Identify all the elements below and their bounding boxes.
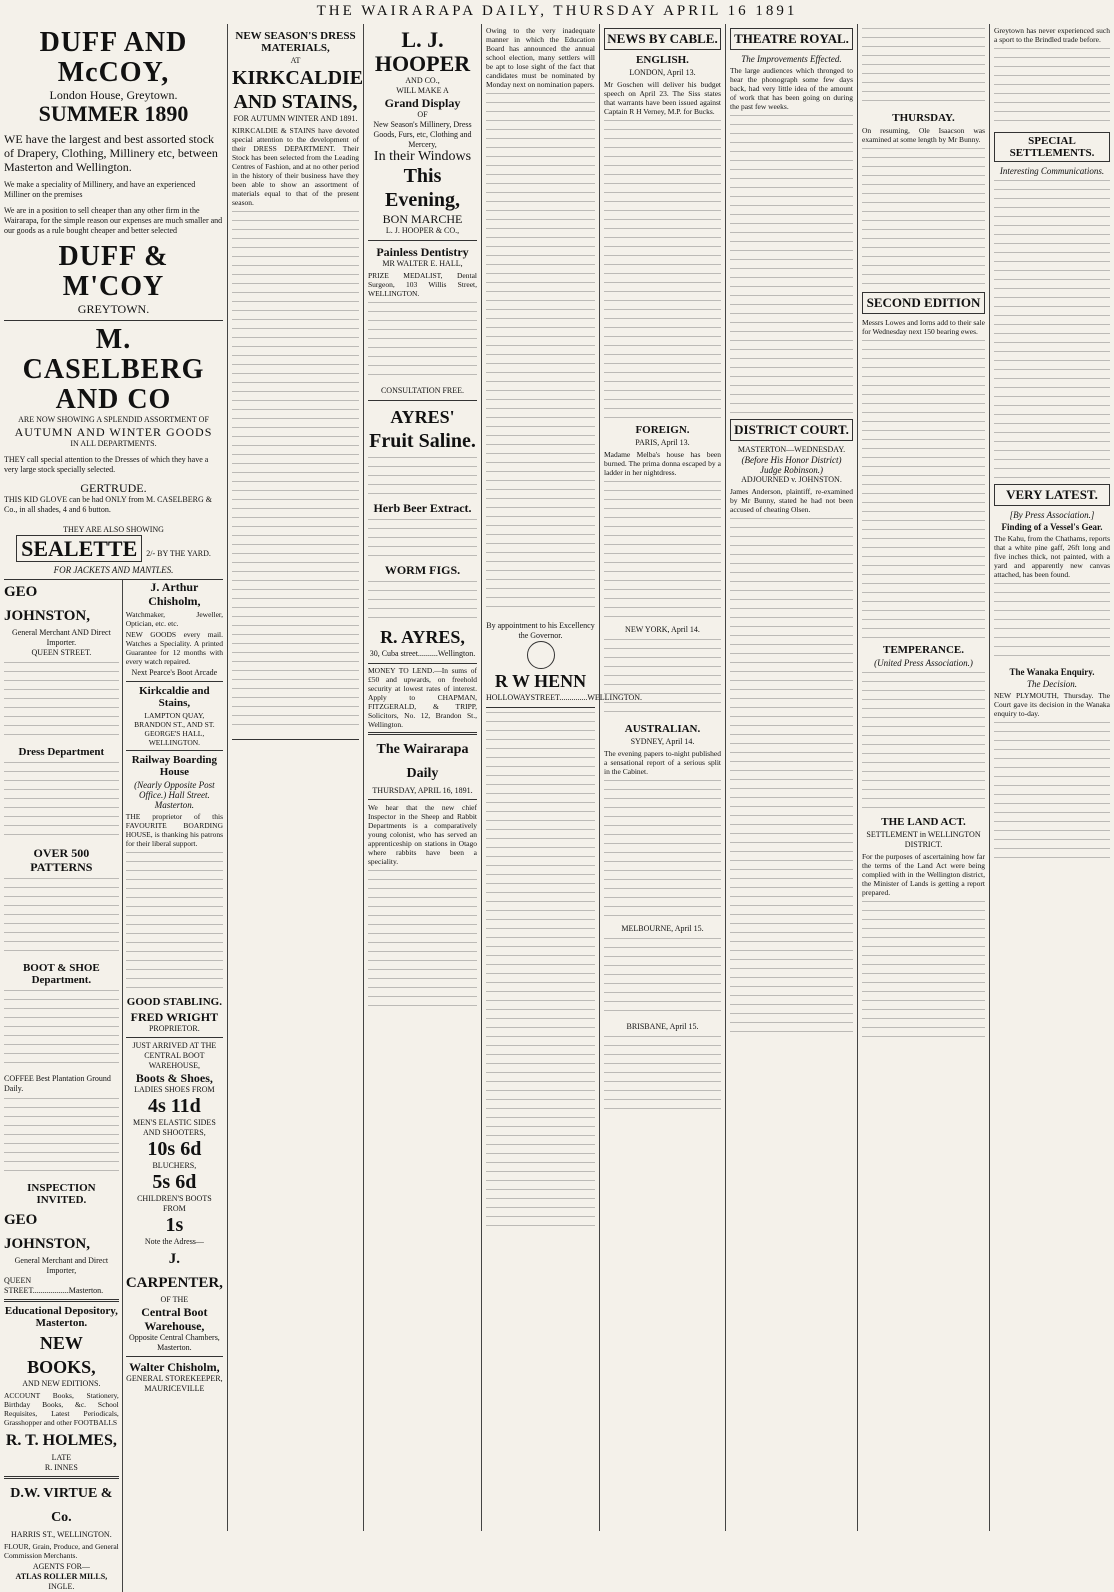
latest-sub: [By Press Association.] (1009, 510, 1095, 520)
thursday-text-block (862, 148, 985, 288)
editorial-text-block (368, 870, 477, 1010)
special-text-block (994, 180, 1110, 480)
caselberg-ad (4, 321, 223, 580)
hooper-items: New Season's Millinery, Dress Goods, Furs, etc, Clothing and Mercery, (373, 120, 472, 149)
special-settlements: SPECIAL SETTLEMENTS. (994, 132, 1110, 162)
gertrude-heading: GERTRUDE. (80, 481, 147, 495)
price-ladies: 4s 11d (147, 1095, 201, 1117)
bris-text-block (604, 1036, 721, 1116)
royal-arms-icon (527, 641, 555, 669)
theatre-body: The large audiences which thronged to hear the phonograph some few days back, had very little idea of the amount of work that has been going on during the past few weeks. (730, 66, 853, 111)
col4-text-block (486, 93, 595, 613)
second-text-block (862, 340, 985, 640)
worm-text-block (368, 581, 477, 621)
col4-text-block-2 (486, 712, 595, 1232)
over-patterns: OVER 500 PATTERNS (30, 846, 93, 874)
mens-sides: MEN'S ELASTIC SIDES AND SHOOTERS, (132, 1118, 216, 1137)
ny-dateline: NEW YORK, April 14. (625, 625, 700, 634)
patterns-text-block (4, 878, 119, 958)
geo-name: GEO JOHNSTON, (4, 584, 90, 624)
fruit-saline: Fruit Saline. (369, 430, 476, 452)
district-court: DISTRICT COURT. (730, 419, 853, 441)
railway-body: THE proprietor of this FAVOURITE BOARDING HOUSE, is thanking his patrons for their liberal support. (125, 812, 223, 848)
very-latest: VERY LATEST. (994, 484, 1110, 506)
herb-text-block (368, 519, 477, 559)
court-case: ADJOURNED v. JOHNSTON. (741, 475, 842, 484)
caselberg-sub: ARE NOW SHOWING A SPLENDID ASSORTMENT OF (18, 415, 209, 424)
boot-text-block (4, 990, 119, 1070)
london-dateline: LONDON, April 13. (629, 68, 696, 77)
court-sub: MASTERTON—WEDNESDAY. (737, 445, 846, 454)
duff-town: GREYTOWN. (77, 302, 150, 316)
geo-role: General Merchant AND Direct Importer. (11, 628, 111, 647)
kirk-branch-addr: LAMPTON QUAY, BRANDON ST., AND ST. GEORGE'S HALL, WELLINGTON. (134, 711, 215, 747)
kirk-heading: NEW SEASON'S DRESS MATERIALS, (235, 30, 356, 54)
carpenter-address: Opposite Central Chambers, Masterton. (128, 1333, 220, 1352)
fruit-text-block (368, 457, 477, 497)
foreign-text-block (604, 481, 721, 621)
edu-dep: Educational Depository, Masterton. (4, 1305, 118, 1329)
consult: CONSULTATION FREE. (380, 386, 465, 395)
innes-name: R. INNES (44, 1463, 78, 1472)
geo-text-block (4, 662, 119, 742)
land-act-heading: THE LAND ACT. (881, 816, 966, 828)
money-to-lend: MONEY TO LEND.—In sums of £50 and upwards, on freehold security at lowest rates of interest. Apply to CHAPMAN, FITZGERALD, & TRIPP, Solicitors, No. 12, Brandon St., Wellington. (368, 666, 477, 729)
land-act-sub: SETTLEMENT in WELLINGTON DISTRICT. (866, 830, 981, 849)
walter-chisholm: Walter Chisholm, (129, 1360, 220, 1374)
central-warehouse: Central Boot Warehouse, (141, 1305, 208, 1333)
herb-beer: Herb Beer Extract. (373, 501, 472, 515)
col1-lower (4, 580, 223, 1592)
painless: Painless Dentistry (376, 245, 469, 259)
hall-ad (368, 241, 477, 401)
melb-text-block (604, 938, 721, 1018)
temperance-heading: TEMPERANCE. (883, 644, 964, 656)
column-5 (600, 24, 726, 1531)
sydney-dateline: SYDNEY, April 14. (630, 737, 695, 746)
geo-name-2: GEO JOHNSTON, (4, 1212, 90, 1252)
bluchers: BLUCHERS, (152, 1161, 197, 1170)
paper-title: The Wairarapa Daily (376, 742, 469, 781)
railway-text-block (126, 852, 223, 992)
col7-top-text (862, 28, 985, 108)
col8-top-text (994, 48, 1110, 128)
ayres-address: 30, Cuba street..........Wellington. (369, 649, 476, 658)
english-heading: ENGLISH. (636, 54, 689, 66)
finding-text-block (994, 583, 1110, 663)
hooper-name: L. J. HOOPER (374, 27, 471, 76)
caselberg-line: AUTUMN AND WINTER GOODS (14, 425, 213, 439)
geo-role-2: General Merchant and Direct Importer, (14, 1256, 109, 1275)
new-books: NEW BOOKS, (27, 1333, 96, 1377)
chisholm-role: Watchmaker, Jeweller, Optician, etc. etc. (125, 610, 223, 628)
worm-figs: WORM FIGS. (384, 563, 461, 577)
virtue-body: FLOUR, Grain, Produce, and General Commission Merchants. (4, 1542, 119, 1560)
finding-body: The Kahu, from the Chathams, reports that a white pine gaff, 26ft long and five inches thick, not painted, with a yard and apparently new canvas attached, has been found. (994, 534, 1110, 579)
second-edition: SECOND EDITION (862, 292, 985, 314)
column-8 (990, 24, 1114, 1531)
inspection-invited: INSPECTION INVITED. (27, 1182, 96, 1206)
sealette-pre: THEY ARE ALSO SHOWING (63, 525, 164, 534)
cable-body-2: Madame Melba's house has been burned. The prima donna escaped by a ladder in her nightdress. (604, 450, 721, 477)
coffee-text-block (4, 1098, 119, 1178)
duff-body-2: We make a speciality of Millinery, and have an experienced Milliner on the premises (4, 180, 196, 199)
duff-body: WE have the largest and best assorted stock of Drapery, Clothing, Millinery etc, between Masterton and Wellington. (4, 132, 218, 174)
duff-address: London House, Greytown. (49, 88, 178, 102)
theatre-sub: The Improvements Effected. (741, 54, 842, 64)
caselberg-depts: IN ALL DEPARTMENTS. (70, 439, 157, 448)
paper-date: THURSDAY, APRIL 16, 1891. (372, 786, 473, 795)
kirk-branch: Kirkcaldie and Stains, (139, 685, 210, 709)
wright-role: PROPRIETOR. (148, 1024, 200, 1033)
children-from: CHILDREN'S BOOTS FROM (137, 1194, 212, 1213)
duff-mccoy-ad (4, 24, 223, 321)
wright: FRED WRIGHT (130, 1010, 219, 1024)
dress-dept: Dress Department (18, 746, 105, 758)
hooper-co: AND CO., (405, 76, 440, 85)
geo-street-2: QUEEN STREET..................Masterton. (4, 1276, 104, 1295)
virtue-addr: HARRIS ST., WELLINGTON. (11, 1530, 112, 1539)
hall-text-block (368, 302, 477, 382)
ladies-from: LADIES SHOES FROM (134, 1085, 215, 1094)
boots-shoes: Boots & Shoes, (135, 1071, 213, 1085)
second-body: Messrs Lowes and Iorns add to their sale for Wednesday next 150 bearing ewes. (862, 318, 985, 336)
edu-body: ACCOUNT Books, Stationery, Birthday Books, &c. School Requisites, Latest Periodicals, Grasshopper and other FOOTBALLS (4, 1391, 119, 1427)
col4-body: Owing to the very inadequate manner in which the Education Board has announced the annual school election, many settlers will be apt to lose sight of the fact that candidates must be nominated by Monday next on nomination papers. (486, 26, 595, 89)
chisholm-ad (123, 580, 223, 1592)
duff-signature: DUFF & M'COY (58, 241, 169, 302)
temperance-text-block (862, 672, 985, 812)
column-2 (228, 24, 364, 1531)
theatre-royal: THEATRE ROYAL. (730, 28, 853, 50)
temperance-sub: (United Press Association.) (874, 658, 973, 668)
sealette-note: FOR JACKETS AND MANTLES. (53, 565, 174, 575)
duff-season: SUMMER 1890 (38, 101, 189, 126)
boot-dept: BOOT & SHOE Department. (22, 962, 100, 986)
chisholm-address: Next Pearce's Boot Arcade (131, 668, 218, 677)
special-sub: Interesting Communications. (999, 166, 1105, 176)
dress-text-block (4, 762, 119, 842)
hooper-will: WILL MAKE A (396, 86, 449, 95)
decision-heading: The Decision. (1027, 679, 1077, 689)
duff-body-3: We are in a position to sell cheaper than any other firm in the Wairarapa, for the simple reason our expenses are much smaller and our goods as a rule bought cheaper and better selected (4, 206, 223, 235)
kirk-text-block (232, 211, 359, 731)
paris-dateline: PARIS, April 13. (635, 438, 690, 447)
stabling: GOOD STABLING. (126, 996, 222, 1008)
column-7 (858, 24, 990, 1531)
sealette-post: 2/- BY THE YARD. (146, 549, 211, 558)
editorial: We hear that the new chief Inspector in the Sheep and Rabbit Departments is a comparatively young colonist, who has served an apprenticeship on stations in Otago where rabbits have been a speciality. (368, 803, 477, 866)
cable-body-1: Mr Goschen will deliver his budget speech on April 23. The Siss states that warrants have been issued against Captain R H Verney, M.P. for Bucks. (604, 80, 721, 116)
ayres-name: R. AYRES, (380, 627, 465, 647)
atlas-mills: ATLAS ROLLER MILLS, (15, 1572, 108, 1581)
this-evening: This Evening, (384, 165, 461, 211)
bon-marche: BON MARCHE (382, 212, 463, 226)
coffee-line: COFFEE Best Plantation Ground Daily. (4, 1074, 111, 1093)
brisbane-dateline: BRISBANE, April 15. (626, 1022, 699, 1031)
thursday-heading: THURSDAY. (892, 112, 955, 124)
price-children: 1s (165, 1214, 184, 1236)
hooper-ad (368, 24, 477, 241)
virtue: D.W. VIRTUE & Co. (10, 1486, 113, 1525)
aus-text-block (604, 780, 721, 920)
column-3 (364, 24, 482, 1531)
column-4 (482, 24, 643, 1531)
kirkcaldie-ad (232, 24, 364, 740)
price-mens: 10s 6d (147, 1138, 202, 1160)
just-arrived: JUST ARRIVED AT THE CENTRAL BOOT WAREHOUSE, (132, 1041, 217, 1070)
col8-body-1: Greytown has never experienced such a sport to the Brindled trade before. (994, 26, 1110, 44)
duff-name: DUFF AND McCOY, (39, 27, 188, 88)
kirk-sub: FOR AUTUMN WINTER AND 1891. (233, 114, 358, 123)
gertrude-body: THIS KID GLOVE can be had ONLY from M. CASELBERG & Co., in all shades, 4 and 6 button. (4, 495, 212, 514)
new-editions: AND NEW EDITIONS. (22, 1379, 101, 1388)
cable-text-block (604, 120, 721, 420)
virtue-agent: AGENTS FOR— (32, 1562, 90, 1571)
land-body: For the purposes of ascertaining how far the terms of the Land Act were being complied with in the Wellington district, the Minister of Lands is getting a report prepared. (862, 852, 985, 897)
holmes-late: LATE (51, 1453, 72, 1462)
melbourne-dateline: MELBOURNE, April 15. (621, 924, 704, 933)
ayres-ad (368, 401, 477, 664)
carpenter: J. CARPENTER, (125, 1251, 223, 1291)
ayres-heading: AYRES' (390, 407, 455, 427)
ny-text-block (604, 639, 721, 719)
hooper-sig: L. J. HOOPER & CO., (385, 226, 460, 235)
foreign-heading: FOREIGN. (635, 424, 690, 436)
price-bluchers: 5s 6d (152, 1171, 197, 1193)
grand-of: OF (417, 110, 428, 119)
wanaka-heading: The Wanaka Enquiry. (1009, 667, 1095, 677)
land-text-block (862, 901, 985, 1041)
court-text-block (730, 518, 853, 1038)
australian-heading: AUSTRALIAN. (624, 723, 701, 735)
column-6 (726, 24, 858, 1531)
masthead: THE WAIRARAPA DAILY, THURSDAY APRIL 16 1891 (316, 3, 798, 19)
caselberg-body: THEY call special attention to the Dresses of which they have a very large stock specially selected. (4, 455, 209, 474)
atlas-town: INGLE. (48, 1582, 75, 1591)
walter-role: GENERAL STOREKEEPER, MAURICEVILLE (126, 1374, 223, 1393)
wanaka-body: NEW PLYMOUTH, Thursday. The Court gave its decision in the Wanaka enquiry to-day. (994, 691, 1110, 718)
court-judge: (Before His Honor District) Judge Robinson.) (741, 455, 842, 475)
news-by-cable: NEWS BY CABLE. (604, 28, 721, 50)
court-body: James Anderson, plaintiff, re-examined by Mr Bunny, stated he had not been accused of cheating Olsen. (730, 487, 853, 514)
henn-ad (486, 617, 643, 708)
railway-house: Railway Boarding House (131, 754, 217, 778)
geo-street: QUEEN STREET. (31, 648, 92, 657)
railway-sub: (Nearly Opposite Post Office.) Hall Street. Masterton. (134, 780, 215, 810)
kirk-at: AT (290, 56, 301, 65)
chisholm-name: J. Arthur Chisholm, (148, 580, 201, 608)
sealette-name: SEALETTE (16, 535, 142, 562)
kirk-body: KIRKCALDIE & STAINS have devoted special attention to the development of their DRESS DEPARTMENT. Their Stock has been selected from the Leading Centres of Fashion, and at no other period in the history of their business have they been able to show an assortment of materials equal to that of the present season. (232, 126, 359, 207)
cable-body-3: The evening papers to-night published a sensational report of a serious split in the Cabinet. (604, 749, 721, 776)
henn-name: R W HENN (494, 671, 587, 691)
hall-sub: PRIZE MEDALIST, Dental Surgeon, 103 Willis Street, WELLINGTON. (368, 271, 477, 298)
chisholm-body: NEW GOODS every mail. Watches a Speciality. A printed Guarantee for 12 months with every watch repaired. (125, 630, 223, 666)
grand-display: Grand Display (384, 96, 461, 110)
finding-heading: Finding of a Vessel's Gear. (1001, 522, 1103, 532)
note-address: Note the Adress— (144, 1237, 204, 1246)
holmes: R. T. HOLMES, (5, 1432, 117, 1449)
theatre-text-block (730, 115, 853, 415)
in-windows: In their Windows (373, 149, 472, 164)
sealette-row (4, 519, 223, 561)
caselberg-name: M. CASELBERG AND CO (22, 324, 205, 415)
henn-address: HOLLOWAYSTREET..............WELLINGTON. (486, 693, 643, 702)
column-1 (0, 24, 228, 1591)
carpenter-of: OF THE (160, 1295, 189, 1304)
kirk-name: KIRKCALDIE AND STAINS, (232, 67, 364, 113)
geo-johnston-ad (4, 580, 123, 1592)
hall-name: MR WALTER E. HALL, (382, 259, 463, 268)
thursday-body: On resuming, Ole Isaacson was examined at some length by Mr Bunny. (862, 126, 985, 144)
wanaka-text-block (994, 722, 1110, 862)
henn-appointment: By appointment to his Excellency the Governor. (486, 621, 595, 640)
